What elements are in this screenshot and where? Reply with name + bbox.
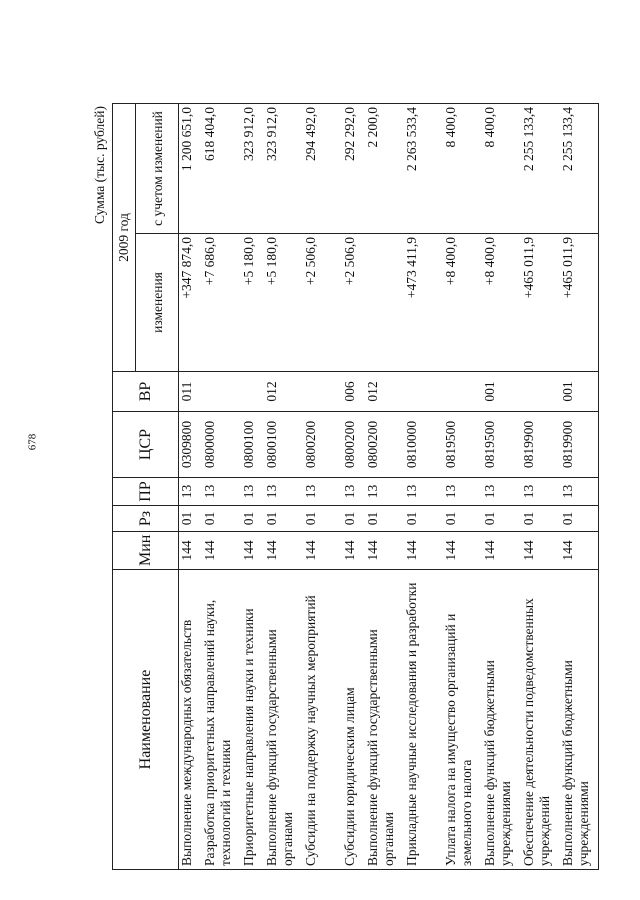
row-rz: 01 xyxy=(202,506,241,532)
row-vr: 012 xyxy=(264,372,303,412)
row-pr: 13 xyxy=(264,478,303,506)
row-rz: 01 xyxy=(342,506,365,532)
row-vr xyxy=(202,372,241,412)
row-name: Разработка приоритетных направлений науки, технологий и техники xyxy=(202,570,241,870)
row-vr xyxy=(443,372,482,412)
header-changes: изменения xyxy=(136,234,179,372)
row-total: 8 400,0 xyxy=(482,104,521,234)
table-row xyxy=(264,104,303,870)
rotated-page-content xyxy=(92,100,632,870)
row-name: Уплата налога на имущество организаций и земельного налога xyxy=(443,570,482,870)
table-row xyxy=(482,104,521,870)
row-min: 144 xyxy=(365,532,404,570)
row-total: 323 912,0 xyxy=(241,104,264,234)
row-vr: 001 xyxy=(482,372,521,412)
row-change: +7 686,0 xyxy=(202,234,241,372)
row-vr: 001 xyxy=(560,372,599,412)
row-csr: 0800200 xyxy=(365,412,404,478)
row-vr: 012 xyxy=(365,372,404,412)
row-min: 144 xyxy=(179,532,202,570)
row-change: +8 400,0 xyxy=(443,234,482,372)
row-vr xyxy=(404,372,443,412)
header-year: 2009 год xyxy=(113,104,136,372)
row-change: +2 506,0 xyxy=(342,234,365,372)
row-name: Субсидии на поддержку научных мероприятий xyxy=(303,570,342,870)
row-total: 292 292,0 xyxy=(342,104,365,234)
row-change: +347 874,0 xyxy=(179,234,202,372)
table-row xyxy=(342,104,365,870)
row-total: 8 400,0 xyxy=(443,104,482,234)
row-min: 144 xyxy=(342,532,365,570)
row-rz: 01 xyxy=(179,506,202,532)
row-name: Выполнение функций бюджетными учреждениями xyxy=(482,570,521,870)
row-vr: 006 xyxy=(342,372,365,412)
row-total: 323 912,0 xyxy=(264,104,303,234)
row-rz: 01 xyxy=(560,506,599,532)
row-vr: 011 xyxy=(179,372,202,412)
row-csr: 0800200 xyxy=(303,412,342,478)
row-csr: 0800100 xyxy=(241,412,264,478)
row-csr: 0309800 xyxy=(179,412,202,478)
row-rz: 01 xyxy=(443,506,482,532)
row-min: 144 xyxy=(264,532,303,570)
row-vr xyxy=(303,372,342,412)
table-row xyxy=(365,104,404,870)
row-csr: 0800100 xyxy=(264,412,303,478)
row-change: +5 180,0 xyxy=(241,234,264,372)
row-total: 1 200 651,0 xyxy=(179,104,202,234)
row-name: Выполнение международных обязательств xyxy=(179,570,202,870)
row-change xyxy=(365,234,404,372)
row-min: 144 xyxy=(303,532,342,570)
table-header xyxy=(113,104,179,870)
row-rz: 01 xyxy=(264,506,303,532)
row-pr: 13 xyxy=(342,478,365,506)
table-row xyxy=(241,104,264,870)
row-min: 144 xyxy=(443,532,482,570)
row-csr: 0810000 xyxy=(404,412,443,478)
row-rz: 01 xyxy=(303,506,342,532)
header-name: Наименование xyxy=(113,570,179,870)
header-pr: ПР xyxy=(113,478,179,506)
page-number: 678 xyxy=(26,433,39,451)
header-csr: ЦСР xyxy=(113,412,179,478)
row-pr: 13 xyxy=(443,478,482,506)
row-rz: 01 xyxy=(365,506,404,532)
header-min: Мин xyxy=(113,532,179,570)
row-total: 2 200,0 xyxy=(365,104,404,234)
row-pr: 13 xyxy=(365,478,404,506)
row-name: Выполнение функций бюджетными учреждениями xyxy=(560,570,599,870)
row-name: Субсидии юридическим лицам xyxy=(342,570,365,870)
row-min: 144 xyxy=(521,532,560,570)
row-name: Прикладные научные исследования и разработки xyxy=(404,570,443,870)
row-change: +2 506,0 xyxy=(303,234,342,372)
table-row xyxy=(179,104,202,870)
row-vr xyxy=(521,372,560,412)
table-row xyxy=(202,104,241,870)
table-row xyxy=(560,104,599,870)
header-with-changes: с учетом изменений xyxy=(136,104,179,234)
row-change: +5 180,0 xyxy=(264,234,303,372)
row-min: 144 xyxy=(482,532,521,570)
row-csr: 0819500 xyxy=(443,412,482,478)
row-rz: 01 xyxy=(241,506,264,532)
row-pr: 13 xyxy=(521,478,560,506)
row-pr: 13 xyxy=(482,478,521,506)
table-row xyxy=(443,104,482,870)
table-body xyxy=(179,104,599,870)
table-row xyxy=(404,104,443,870)
row-change: +465 011,9 xyxy=(560,234,599,372)
budget-table xyxy=(112,103,599,870)
row-min: 144 xyxy=(241,532,264,570)
row-csr: 0800000 xyxy=(202,412,241,478)
row-min: 144 xyxy=(404,532,443,570)
row-min: 144 xyxy=(560,532,599,570)
row-total: 2 255 133,4 xyxy=(521,104,560,234)
row-total: 618 404,0 xyxy=(202,104,241,234)
row-vr xyxy=(241,372,264,412)
units-label: Сумма (тыс. рублей) xyxy=(92,106,107,224)
row-csr: 0819900 xyxy=(560,412,599,478)
row-pr: 13 xyxy=(241,478,264,506)
header-rz: Рз xyxy=(113,506,179,532)
row-csr: 0819500 xyxy=(482,412,521,478)
header-vr: ВР xyxy=(113,372,179,412)
row-pr: 13 xyxy=(179,478,202,506)
row-pr: 13 xyxy=(202,478,241,506)
row-change: +473 411,9 xyxy=(404,234,443,372)
row-total: 2 263 533,4 xyxy=(404,104,443,234)
row-name: Обеспечение деятельности подведомственных учреждений xyxy=(521,570,560,870)
row-change: +465 011,9 xyxy=(521,234,560,372)
row-rz: 01 xyxy=(521,506,560,532)
row-csr: 0819900 xyxy=(521,412,560,478)
table-row xyxy=(521,104,560,870)
row-pr: 13 xyxy=(560,478,599,506)
table-row xyxy=(303,104,342,870)
row-pr: 13 xyxy=(303,478,342,506)
row-total: 294 492,0 xyxy=(303,104,342,234)
row-total: 2 255 133,4 xyxy=(560,104,599,234)
row-rz: 01 xyxy=(482,506,521,532)
row-min: 144 xyxy=(202,532,241,570)
row-name: Выполнение функций государственными органами xyxy=(264,570,303,870)
row-pr: 13 xyxy=(404,478,443,506)
row-name: Выполнение функций государственными органами xyxy=(365,570,404,870)
row-name: Приоритетные направления науки и техники xyxy=(241,570,264,870)
row-change: +8 400,0 xyxy=(482,234,521,372)
row-csr: 0800200 xyxy=(342,412,365,478)
row-rz: 01 xyxy=(404,506,443,532)
